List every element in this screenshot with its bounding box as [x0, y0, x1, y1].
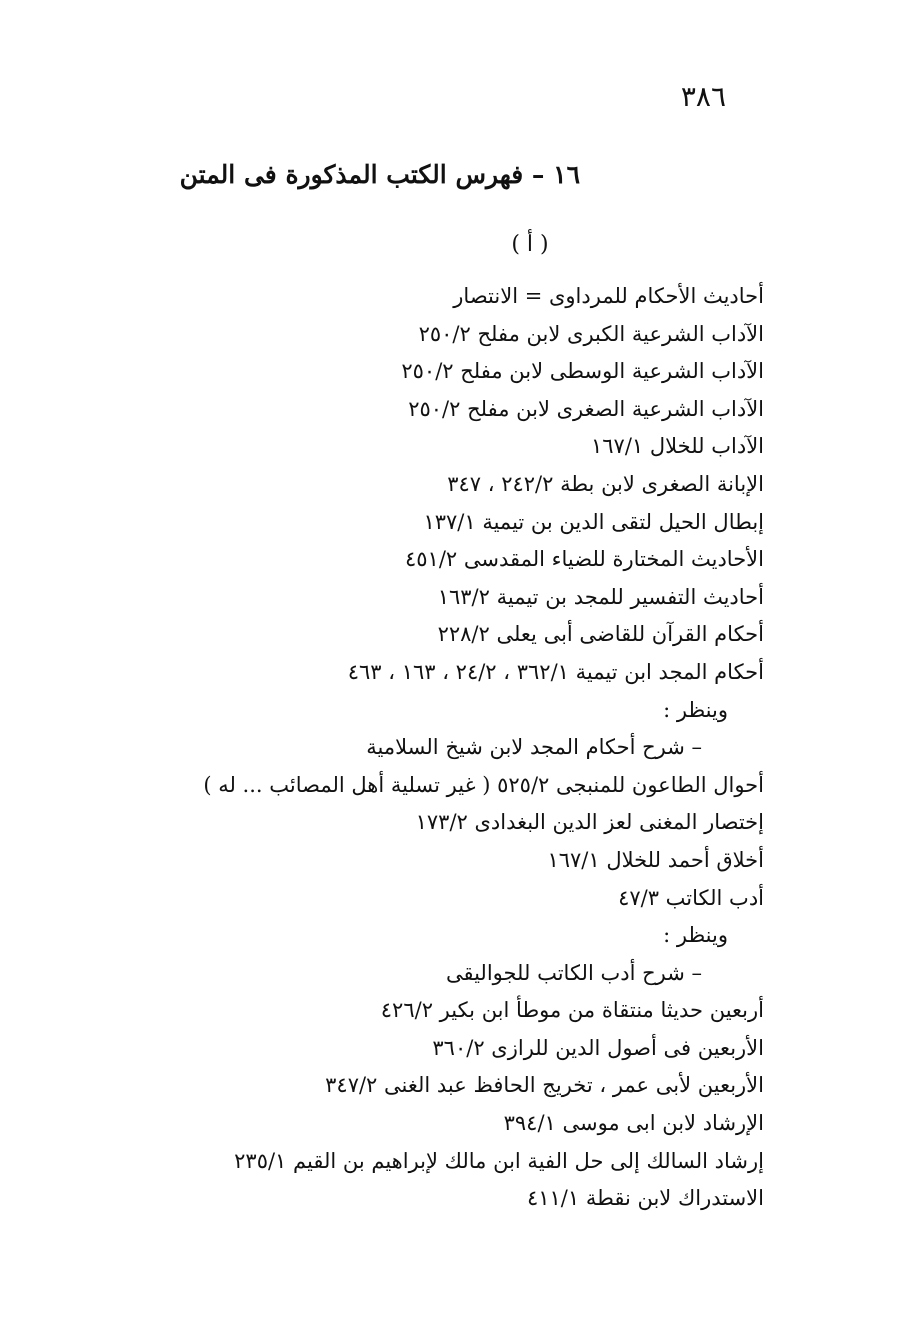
letter-heading: ( أ ) — [511, 232, 549, 257]
index-entry: أربعين حديثا منتقاة من موطأ ابن بكير ٤٢٦/٢ — [380, 998, 764, 1023]
index-entry: الإبانة الصغرى لابن بطة ٢٤٢/٢ ، ٣٤٧ — [447, 471, 764, 496]
see-also-entry: – شرح أحكام المجد لابن شيخ السلامية — [366, 735, 702, 760]
see-also-label: وينظر : — [663, 923, 728, 948]
index-entry: الإرشاد لابن ابى موسى ٣٩٤/١ — [503, 1111, 764, 1136]
index-entry: الأربعين لأبى عمر ، تخريج الحافظ عبد الغنى ٣٤٧/٢ — [325, 1073, 764, 1098]
index-entry: أحكام المجد ابن تيمية ٣٦٢/١ ، ٢٤/٢ ، ١٦٣ ، ٤٦٣ — [347, 659, 764, 684]
index-entry: أدب الكاتب ٤٧/٣ — [618, 885, 764, 910]
book-index-list — [164, 278, 764, 1218]
index-entry: إبطال الحيل لتقى الدين بن تيمية ١٣٧/١ — [423, 509, 764, 534]
index-entry: أحاديث التفسير للمجد بن تيمية ١٦٣/٢ — [437, 584, 764, 609]
index-entry: الآداب الشرعية الصغرى لابن مفلح ٢٥٠/٢ — [408, 396, 764, 421]
index-entry: أحوال الطاعون للمنبجى ٥٢٥/٢ ( غير تسلية أهل المصائب ... له ) — [203, 772, 764, 797]
index-entry: الأربعين فى أصول الدين للرازى ٣٦٠/٢ — [432, 1035, 764, 1060]
index-entry: الاستدراك لابن نقطة ٤١١/١ — [526, 1186, 764, 1211]
see-also-entry: – شرح أدب الكاتب للجواليقى — [445, 960, 702, 985]
index-entry: أحاديث الأحكام للمرداوى = الانتصار — [453, 284, 764, 308]
index-entry: الآداب الشرعية الكبرى لابن مفلح ٢٥٠/٢ — [418, 321, 764, 346]
index-entry: إرشاد السالك إلى حل الفية ابن مالك لإبراهيم بن القيم ٢٣٥/١ — [234, 1148, 764, 1173]
index-entry: أحكام القرآن للقاضى أبى يعلى ٢٢٨/٢ — [437, 622, 764, 647]
index-entry: الأحاديث المختارة للضياء المقدسى ٤٥١/٢ — [404, 547, 764, 572]
page-number: ٣٨٦ — [680, 80, 726, 113]
see-also-label: وينظر : — [663, 697, 728, 722]
section-title: ١٦ – فهرس الكتب المذكورة فى المتن — [179, 160, 580, 189]
index-entry: إختصار المغنى لعز الدين البغدادى ١٧٣/٢ — [415, 810, 764, 835]
index-entry: الآداب للخلال ١٦٧/١ — [590, 434, 764, 459]
index-entry: أخلاق أحمد للخلال ١٦٧/١ — [547, 847, 764, 872]
index-entry: الآداب الشرعية الوسطى لابن مفلح ٢٥٠/٢ — [401, 359, 764, 384]
